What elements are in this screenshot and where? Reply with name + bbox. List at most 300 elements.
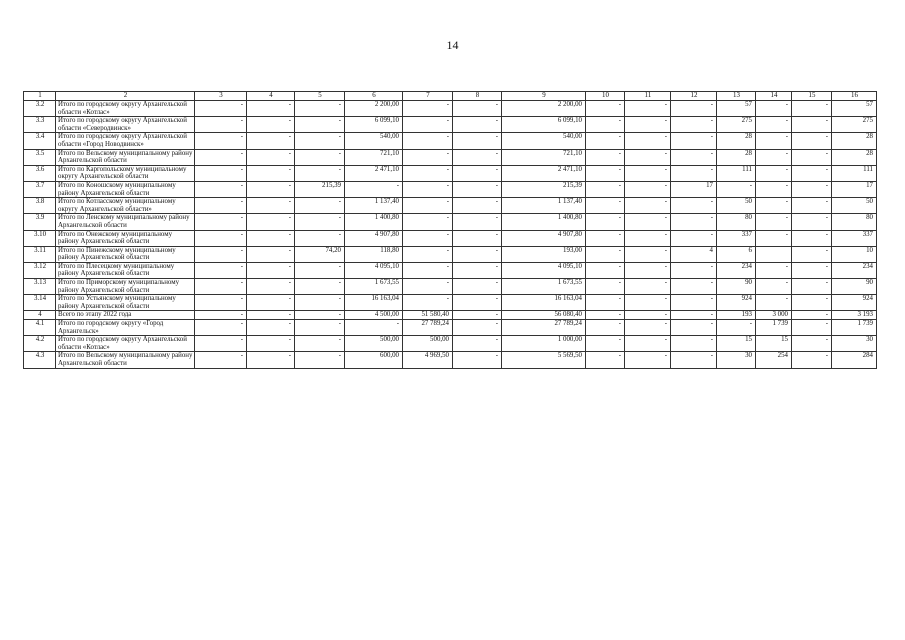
value-cell: - bbox=[453, 181, 502, 197]
column-number-header: 9 bbox=[502, 92, 586, 101]
value-cell: 4 bbox=[671, 246, 717, 262]
value-cell: - bbox=[295, 117, 345, 133]
data-table bbox=[23, 91, 877, 369]
value-cell: 30 bbox=[832, 336, 877, 352]
value-cell: - bbox=[586, 295, 625, 311]
value-cell: - bbox=[295, 230, 345, 246]
value-cell: - bbox=[403, 246, 453, 262]
value-cell: - bbox=[195, 279, 247, 295]
value-cell: - bbox=[295, 101, 345, 117]
table-row bbox=[24, 165, 877, 181]
value-cell: - bbox=[671, 149, 717, 165]
column-number-header: 6 bbox=[345, 92, 403, 101]
value-cell: 1 137,40 bbox=[502, 198, 586, 214]
value-cell: - bbox=[247, 295, 295, 311]
value-cell: - bbox=[671, 133, 717, 149]
value-cell: - bbox=[756, 101, 792, 117]
value-cell: 4 969,50 bbox=[403, 352, 453, 368]
value-cell: 28 bbox=[717, 133, 756, 149]
column-number-header: 7 bbox=[403, 92, 453, 101]
value-cell: - bbox=[586, 198, 625, 214]
value-cell: - bbox=[195, 230, 247, 246]
value-cell: - bbox=[756, 149, 792, 165]
value-cell: 1 673,55 bbox=[345, 279, 403, 295]
value-cell: 27 789,24 bbox=[403, 320, 453, 336]
row-number-cell: 3.7 bbox=[24, 181, 56, 197]
value-cell: - bbox=[453, 311, 502, 320]
value-cell: - bbox=[717, 320, 756, 336]
value-cell: - bbox=[453, 133, 502, 149]
value-cell: - bbox=[247, 262, 295, 278]
value-cell: - bbox=[403, 101, 453, 117]
value-cell: - bbox=[756, 181, 792, 197]
value-cell: - bbox=[403, 262, 453, 278]
value-cell: - bbox=[403, 117, 453, 133]
value-cell: - bbox=[625, 279, 671, 295]
value-cell: - bbox=[671, 279, 717, 295]
value-cell: 10 bbox=[832, 246, 877, 262]
value-cell: 275 bbox=[717, 117, 756, 133]
value-cell: - bbox=[403, 198, 453, 214]
value-cell: - bbox=[671, 214, 717, 230]
value-cell: - bbox=[756, 133, 792, 149]
row-number-cell: 3.9 bbox=[24, 214, 56, 230]
value-cell: 3 000 bbox=[756, 311, 792, 320]
value-cell: - bbox=[671, 117, 717, 133]
value-cell: 1 400,80 bbox=[345, 214, 403, 230]
value-cell: 28 bbox=[832, 149, 877, 165]
value-cell: - bbox=[625, 214, 671, 230]
value-cell: - bbox=[586, 279, 625, 295]
row-number-cell: 3.11 bbox=[24, 246, 56, 262]
value-cell: - bbox=[586, 352, 625, 368]
value-cell: - bbox=[625, 262, 671, 278]
value-cell: - bbox=[295, 133, 345, 149]
value-cell: - bbox=[756, 165, 792, 181]
value-cell: 4 907,80 bbox=[345, 230, 403, 246]
value-cell: 275 bbox=[832, 117, 877, 133]
page-number: 14 bbox=[446, 38, 459, 52]
row-name-cell: Итого по Вельскому муниципальному району Архангельской области bbox=[56, 149, 195, 165]
value-cell: - bbox=[295, 311, 345, 320]
value-cell: 4 095,10 bbox=[502, 262, 586, 278]
value-cell: - bbox=[792, 181, 832, 197]
value-cell: - bbox=[247, 117, 295, 133]
value-cell: - bbox=[453, 336, 502, 352]
value-cell: 30 bbox=[717, 352, 756, 368]
row-name-cell: Итого по городскому округу Архангельской области «Северодвинск» bbox=[56, 117, 195, 133]
value-cell: - bbox=[671, 198, 717, 214]
value-cell: 111 bbox=[832, 165, 877, 181]
value-cell: - bbox=[756, 214, 792, 230]
value-cell: - bbox=[295, 279, 345, 295]
table-row bbox=[24, 101, 877, 117]
value-cell: - bbox=[247, 246, 295, 262]
value-cell: 1 000,00 bbox=[502, 336, 586, 352]
value-cell: - bbox=[195, 336, 247, 352]
value-cell: - bbox=[625, 295, 671, 311]
value-cell: 17 bbox=[832, 181, 877, 197]
value-cell: - bbox=[792, 165, 832, 181]
value-cell: 540,00 bbox=[345, 133, 403, 149]
table-row bbox=[24, 230, 877, 246]
value-cell: - bbox=[756, 279, 792, 295]
row-name-cell: Итого по Пинежскому муниципальному району Архангельской области bbox=[56, 246, 195, 262]
column-number-header: 3 bbox=[195, 92, 247, 101]
row-number-cell: 3.3 bbox=[24, 117, 56, 133]
value-cell: 215,39 bbox=[502, 181, 586, 197]
column-number-header: 4 bbox=[247, 92, 295, 101]
row-number-cell: 4.2 bbox=[24, 336, 56, 352]
value-cell: - bbox=[453, 230, 502, 246]
value-cell: - bbox=[792, 311, 832, 320]
row-number-cell: 3.12 bbox=[24, 262, 56, 278]
value-cell: 234 bbox=[832, 262, 877, 278]
value-cell: - bbox=[671, 295, 717, 311]
value-cell: - bbox=[453, 165, 502, 181]
row-number-cell: 3.2 bbox=[24, 101, 56, 117]
table-row bbox=[24, 262, 877, 278]
value-cell: 1 739 bbox=[832, 320, 877, 336]
value-cell: - bbox=[586, 262, 625, 278]
value-cell: - bbox=[625, 117, 671, 133]
value-cell: 4 095,10 bbox=[345, 262, 403, 278]
value-cell: 2 471,10 bbox=[502, 165, 586, 181]
value-cell: - bbox=[625, 101, 671, 117]
row-name-cell: Итого по Плесецкому муниципальному району Архангельской области bbox=[56, 262, 195, 278]
value-cell: - bbox=[195, 165, 247, 181]
value-cell: - bbox=[792, 262, 832, 278]
value-cell: - bbox=[792, 279, 832, 295]
value-cell: 56 080,40 bbox=[502, 311, 586, 320]
row-name-cell: Итого по Вельскому муниципальному району Архангельской области bbox=[56, 352, 195, 368]
value-cell: - bbox=[195, 352, 247, 368]
column-number-header: 2 bbox=[56, 92, 195, 101]
value-cell: 118,80 bbox=[345, 246, 403, 262]
value-cell: - bbox=[195, 149, 247, 165]
value-cell: - bbox=[195, 101, 247, 117]
value-cell: - bbox=[453, 295, 502, 311]
row-number-cell: 3.13 bbox=[24, 279, 56, 295]
row-number-cell: 3.8 bbox=[24, 198, 56, 214]
value-cell: - bbox=[625, 230, 671, 246]
table-row bbox=[24, 336, 877, 352]
value-cell: - bbox=[792, 198, 832, 214]
value-cell: - bbox=[453, 279, 502, 295]
table-row bbox=[24, 117, 877, 133]
value-cell: - bbox=[195, 117, 247, 133]
value-cell: 3 193 bbox=[832, 311, 877, 320]
value-cell: 6 bbox=[717, 246, 756, 262]
value-cell: 284 bbox=[832, 352, 877, 368]
value-cell: 1 400,80 bbox=[502, 214, 586, 230]
value-cell: - bbox=[195, 198, 247, 214]
value-cell: 6 099,10 bbox=[502, 117, 586, 133]
value-cell: - bbox=[295, 262, 345, 278]
value-cell: - bbox=[625, 320, 671, 336]
value-cell: 193,00 bbox=[502, 246, 586, 262]
value-cell: - bbox=[756, 117, 792, 133]
value-cell: 1 739 bbox=[756, 320, 792, 336]
value-cell: - bbox=[671, 230, 717, 246]
column-number-header: 12 bbox=[671, 92, 717, 101]
value-cell: 51 580,40 bbox=[403, 311, 453, 320]
value-cell: - bbox=[625, 181, 671, 197]
value-cell: - bbox=[195, 295, 247, 311]
row-name-cell: Итого по Приморскому муниципальному району Архангельской области bbox=[56, 279, 195, 295]
value-cell: - bbox=[671, 352, 717, 368]
table-row bbox=[24, 352, 877, 368]
value-cell: - bbox=[453, 198, 502, 214]
value-cell: 234 bbox=[717, 262, 756, 278]
value-cell: - bbox=[295, 198, 345, 214]
column-number-header: 10 bbox=[586, 92, 625, 101]
value-cell: 193 bbox=[717, 311, 756, 320]
value-cell: - bbox=[295, 149, 345, 165]
table-row bbox=[24, 311, 877, 320]
value-cell: - bbox=[792, 117, 832, 133]
value-cell: - bbox=[586, 133, 625, 149]
value-cell: - bbox=[625, 311, 671, 320]
value-cell: - bbox=[717, 181, 756, 197]
row-name-cell: Итого по Котласскому муниципальному округу Архангельской области» bbox=[56, 198, 195, 214]
value-cell: 2 200,00 bbox=[502, 101, 586, 117]
row-name-cell: Итого по Коношскому муниципальному району Архангельской области bbox=[56, 181, 195, 197]
value-cell: - bbox=[295, 295, 345, 311]
value-cell: 17 bbox=[671, 181, 717, 197]
value-cell: - bbox=[586, 149, 625, 165]
value-cell: - bbox=[586, 246, 625, 262]
value-cell: - bbox=[792, 320, 832, 336]
value-cell: - bbox=[195, 320, 247, 336]
value-cell: - bbox=[247, 181, 295, 197]
value-cell: 50 bbox=[717, 198, 756, 214]
value-cell: - bbox=[247, 165, 295, 181]
value-cell: - bbox=[247, 279, 295, 295]
column-number-header: 8 bbox=[453, 92, 502, 101]
value-cell: - bbox=[792, 336, 832, 352]
row-number-cell: 3.5 bbox=[24, 149, 56, 165]
value-cell: 924 bbox=[832, 295, 877, 311]
value-cell: - bbox=[295, 336, 345, 352]
table-row bbox=[24, 198, 877, 214]
row-number-cell: 3.4 bbox=[24, 133, 56, 149]
column-number-header: 16 bbox=[832, 92, 877, 101]
value-cell: - bbox=[586, 230, 625, 246]
value-cell: 2 200,00 bbox=[345, 101, 403, 117]
value-cell: - bbox=[247, 198, 295, 214]
row-number-cell: 4.1 bbox=[24, 320, 56, 336]
value-cell: 337 bbox=[717, 230, 756, 246]
value-cell: - bbox=[586, 181, 625, 197]
table-row bbox=[24, 214, 877, 230]
value-cell: - bbox=[586, 214, 625, 230]
value-cell: 6 099,10 bbox=[345, 117, 403, 133]
column-number-header: 5 bbox=[295, 92, 345, 101]
value-cell: 254 bbox=[756, 352, 792, 368]
row-name-cell: Итого по Онежскому муниципальному району Архангельской области bbox=[56, 230, 195, 246]
row-name-cell: Итого по Каргопольскому муниципальному округу Архангельской области bbox=[56, 165, 195, 181]
value-cell: - bbox=[625, 336, 671, 352]
row-name-cell: Итого по Ленскому муниципальному району Архангельской области bbox=[56, 214, 195, 230]
value-cell: 15 bbox=[756, 336, 792, 352]
value-cell: - bbox=[792, 246, 832, 262]
value-cell bbox=[756, 246, 792, 262]
value-cell: 4 907,80 bbox=[502, 230, 586, 246]
value-cell: 74,20 bbox=[295, 246, 345, 262]
value-cell: - bbox=[195, 246, 247, 262]
value-cell: - bbox=[453, 149, 502, 165]
table-row bbox=[24, 320, 877, 336]
value-cell: - bbox=[792, 295, 832, 311]
value-cell: - bbox=[792, 133, 832, 149]
value-cell: 721,10 bbox=[502, 149, 586, 165]
value-cell: - bbox=[247, 320, 295, 336]
column-number-header: 11 bbox=[625, 92, 671, 101]
value-cell: - bbox=[403, 181, 453, 197]
value-cell: - bbox=[295, 320, 345, 336]
column-number-header: 14 bbox=[756, 92, 792, 101]
value-cell: 57 bbox=[832, 101, 877, 117]
column-number-header: 13 bbox=[717, 92, 756, 101]
row-name-cell: Итого по городскому округу Архангельской области «Котлас» bbox=[56, 336, 195, 352]
value-cell: 90 bbox=[832, 279, 877, 295]
value-cell: - bbox=[453, 262, 502, 278]
value-cell: - bbox=[586, 336, 625, 352]
value-cell: - bbox=[756, 198, 792, 214]
row-number-cell: 3.6 bbox=[24, 165, 56, 181]
value-cell: - bbox=[403, 165, 453, 181]
value-cell: - bbox=[247, 230, 295, 246]
value-cell: - bbox=[586, 101, 625, 117]
value-cell: 27 789,24 bbox=[502, 320, 586, 336]
value-cell: - bbox=[792, 230, 832, 246]
value-cell: - bbox=[453, 246, 502, 262]
value-cell: 80 bbox=[717, 214, 756, 230]
value-cell: - bbox=[671, 336, 717, 352]
value-cell: - bbox=[195, 214, 247, 230]
value-cell: - bbox=[792, 149, 832, 165]
value-cell: - bbox=[792, 352, 832, 368]
value-cell: - bbox=[247, 101, 295, 117]
value-cell: - bbox=[195, 133, 247, 149]
value-cell: 500,00 bbox=[403, 336, 453, 352]
value-cell: 28 bbox=[832, 133, 877, 149]
value-cell: 2 471,10 bbox=[345, 165, 403, 181]
row-number-cell: 4 bbox=[24, 311, 56, 320]
row-number-cell: 3.10 bbox=[24, 230, 56, 246]
value-cell: - bbox=[756, 262, 792, 278]
value-cell: - bbox=[403, 295, 453, 311]
table-row bbox=[24, 279, 877, 295]
value-cell: - bbox=[195, 181, 247, 197]
table-header-row bbox=[24, 92, 877, 101]
value-cell: - bbox=[247, 133, 295, 149]
value-cell: 28 bbox=[717, 149, 756, 165]
value-cell: 1 137,40 bbox=[345, 198, 403, 214]
value-cell: 337 bbox=[832, 230, 877, 246]
row-number-cell: 3.14 bbox=[24, 295, 56, 311]
value-cell: - bbox=[295, 214, 345, 230]
value-cell: - bbox=[671, 165, 717, 181]
value-cell: - bbox=[671, 262, 717, 278]
value-cell: - bbox=[345, 181, 403, 197]
column-number-header: 15 bbox=[792, 92, 832, 101]
value-cell: - bbox=[756, 230, 792, 246]
value-cell: 90 bbox=[717, 279, 756, 295]
value-cell: - bbox=[453, 352, 502, 368]
value-cell: 500,00 bbox=[345, 336, 403, 352]
value-cell: - bbox=[671, 311, 717, 320]
value-cell: - bbox=[403, 133, 453, 149]
value-cell: - bbox=[625, 165, 671, 181]
value-cell: - bbox=[195, 311, 247, 320]
value-cell: 721,10 bbox=[345, 149, 403, 165]
row-name-cell: Итого по городскому округу Архангельской области «Город Новодвинск» bbox=[56, 133, 195, 149]
value-cell: - bbox=[247, 149, 295, 165]
value-cell: - bbox=[453, 117, 502, 133]
value-cell: 111 bbox=[717, 165, 756, 181]
value-cell: - bbox=[295, 165, 345, 181]
value-cell: - bbox=[625, 352, 671, 368]
value-cell: - bbox=[403, 149, 453, 165]
value-cell: 4 500,00 bbox=[345, 311, 403, 320]
table-row bbox=[24, 133, 877, 149]
value-cell: 540,00 bbox=[502, 133, 586, 149]
value-cell: 50 bbox=[832, 198, 877, 214]
row-name-cell: Итого по городскому округу Архангельской области «Котлас» bbox=[56, 101, 195, 117]
row-name-cell: Итого по Устьянскому муниципальному району Архангельской области bbox=[56, 295, 195, 311]
value-cell: - bbox=[453, 214, 502, 230]
value-cell: - bbox=[247, 352, 295, 368]
value-cell: 924 bbox=[717, 295, 756, 311]
value-cell: - bbox=[671, 101, 717, 117]
value-cell: - bbox=[671, 320, 717, 336]
value-cell: 16 163,04 bbox=[502, 295, 586, 311]
value-cell: - bbox=[453, 320, 502, 336]
value-cell: - bbox=[792, 214, 832, 230]
value-cell: 1 673,55 bbox=[502, 279, 586, 295]
value-cell: 600,00 bbox=[345, 352, 403, 368]
value-cell: - bbox=[586, 117, 625, 133]
value-cell: 57 bbox=[717, 101, 756, 117]
table-row bbox=[24, 246, 877, 262]
row-name-cell: Всего по этапу 2022 года bbox=[56, 311, 195, 320]
value-cell: 15 bbox=[717, 336, 756, 352]
value-cell: - bbox=[625, 246, 671, 262]
table-row bbox=[24, 149, 877, 165]
value-cell: - bbox=[586, 165, 625, 181]
table-row bbox=[24, 181, 877, 197]
value-cell: 5 569,50 bbox=[502, 352, 586, 368]
table-row bbox=[24, 295, 877, 311]
value-cell: - bbox=[403, 230, 453, 246]
value-cell: 16 163,04 bbox=[345, 295, 403, 311]
column-number-header: 1 bbox=[24, 92, 56, 101]
value-cell: - bbox=[195, 262, 247, 278]
value-cell: - bbox=[792, 101, 832, 117]
value-cell: - bbox=[586, 311, 625, 320]
row-name-cell: Итого по городскому округу «Город Архангельск» bbox=[56, 320, 195, 336]
value-cell: 80 bbox=[832, 214, 877, 230]
value-cell: - bbox=[403, 214, 453, 230]
value-cell: - bbox=[453, 101, 502, 117]
value-cell: - bbox=[625, 149, 671, 165]
row-number-cell: 4.3 bbox=[24, 352, 56, 368]
value-cell: - bbox=[586, 320, 625, 336]
value-cell: - bbox=[756, 295, 792, 311]
value-cell: - bbox=[625, 133, 671, 149]
